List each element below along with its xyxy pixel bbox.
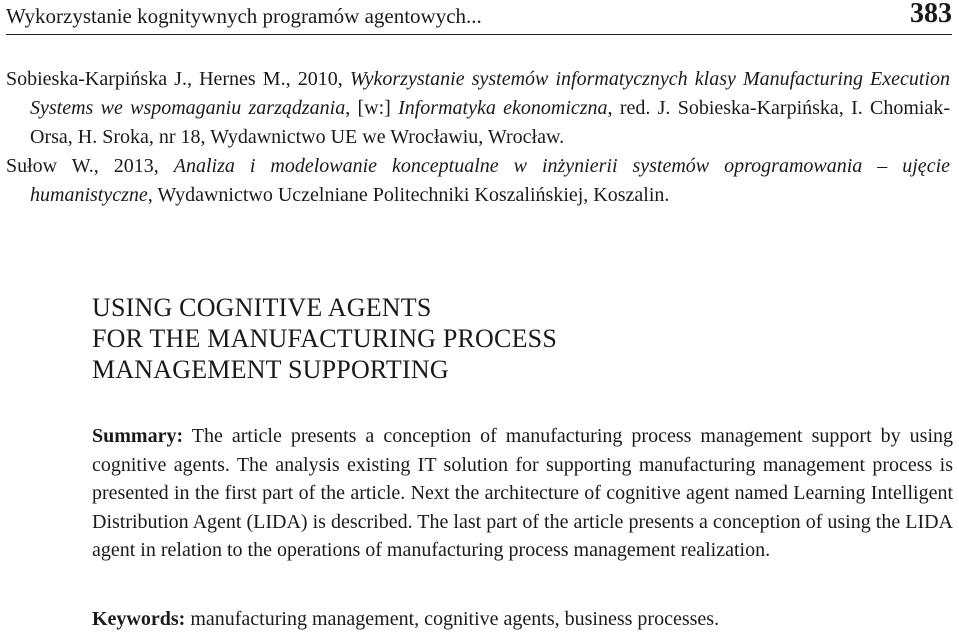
reference-editors: , red. J. Sobieska-Karpińska, I. Chomiak-Orsa, H. Sroka, nr 18, Wydawnictwo UE we Wrocławiu, Wrocław.: [30, 97, 950, 148]
article-title: [92, 292, 912, 385]
keywords-label: Keywords:: [92, 608, 186, 630]
keywords-line: [92, 606, 953, 632]
keywords-text: manufacturing management, cognitive agents, business processes.: [190, 608, 720, 630]
reference-authors: Sobieska-Karpińska J., Hernes M., 2010,: [6, 68, 343, 90]
reference-item: [6, 65, 950, 152]
running-title: Wykorzystanie kognitywnych programów agentowych...: [6, 4, 482, 28]
article-title-line: MANAGEMENT SUPPORTING: [92, 355, 449, 384]
reference-list: [6, 65, 950, 210]
reference-title: Analiza i modelowanie konceptualne w inżynierii systemów oprogramowania – ujęcie humanistyczne: [30, 155, 950, 206]
reference-title: Wykorzystanie systemów informatycznych klasy Manufacturing Execution Systems we wspomaganiu zarządzania: [30, 68, 951, 119]
reference-source-title: Informatyka ekonomiczna: [398, 97, 608, 119]
summary-text: The article presents a conception of manufacturing process management support by using cognitive agents. The analysis existing IT solution for supporting manufacturing management process is presented in the first part of the article. Next the architecture of cognitive agent named Learning Intelligent Distribution Agent (LIDA) is described. The last part of the article presents a conception of using the LIDA agent in relation to the operations of manufacturing process management realization.: [92, 425, 954, 562]
article-title-line: USING COGNITIVE AGENTS: [92, 293, 432, 322]
summary-paragraph: [92, 422, 953, 565]
article-title-line: FOR THE MANUFACTURING PROCESS: [92, 324, 557, 353]
page-number: 383: [910, 0, 952, 29]
reference-authors: Sułow W., 2013,: [6, 155, 159, 177]
reference-publisher: , Wydawnictwo Uczelniane Politechniki Koszalińskiej, Koszalin.: [147, 184, 670, 206]
running-header: [6, 0, 952, 35]
reference-item: [6, 152, 950, 210]
summary-label: Summary:: [92, 425, 184, 447]
reference-in: , [w:]: [345, 97, 391, 119]
